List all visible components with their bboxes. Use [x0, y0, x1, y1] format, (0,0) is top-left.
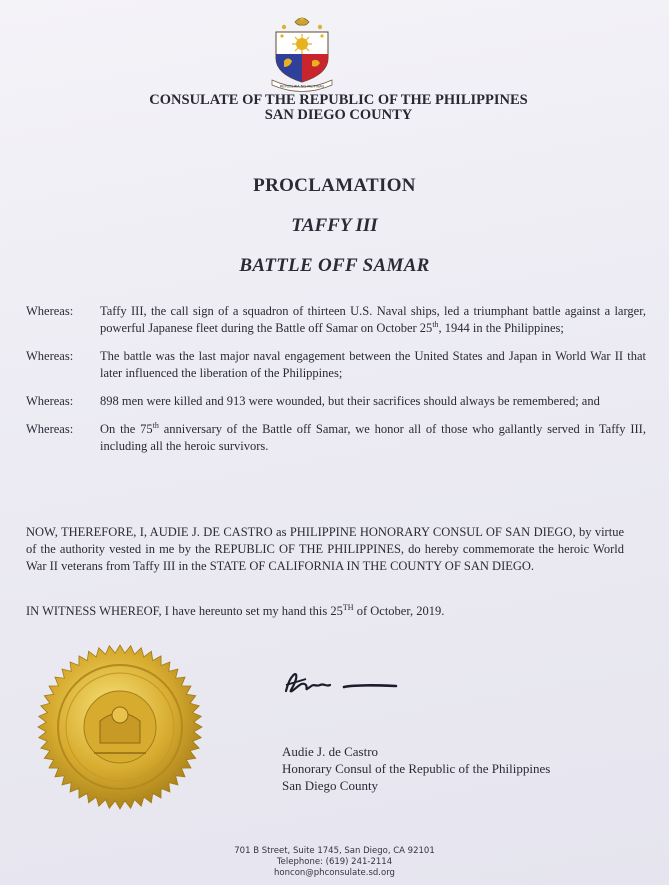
whereas-text: Taffy III, the call sign of a squadron of thirteen U.S. Naval ships, led a triumphant battle against a larger, powerful Japanese fleet during the Battle off Samar on October 25th, 1944 in the Philippines;: [100, 304, 646, 335]
whereas-label: Whereas:: [26, 304, 74, 318]
footer-phone: Telephone: (619) 241-2114: [276, 857, 393, 867]
whereas-clauses: [26, 303, 646, 466]
title-proclamation: PROCLAMATION: [253, 175, 416, 196]
whereas-label: Whereas:: [26, 422, 74, 436]
signer-county: San Diego County: [282, 778, 379, 793]
signer-title: Honorary Consul of the Republic of the Philippines: [282, 761, 551, 776]
consulate-line-2: SAN DIEGO COUNTY: [264, 107, 413, 123]
signer-name: Audie J. de Castro: [282, 744, 379, 759]
footer-email: honcon@phconsulate.sd.org: [274, 868, 395, 878]
whereas-clause: [26, 348, 646, 382]
signer-block: [282, 743, 550, 794]
whereas-text: On the 75th anniversary of the Battle off Samar, we honor all of those who gallantly served in Taffy III, including all the heroic survivors.: [100, 420, 646, 453]
footer-address: 701 B Street, Suite 1745, San Diego, CA 92101: [234, 846, 435, 856]
title-taffy-iii: TAFFY III: [291, 215, 378, 236]
title-battle-off-samar: BATTLE OFF SAMAR: [239, 255, 430, 276]
witness-paragraph: IN WITNESS WHEREOF, I have hereunto set my hand this 25TH of October, 2019.: [26, 602, 445, 618]
whereas-clause: [26, 303, 646, 337]
whereas-text: 898 men were killed and 913 were wounded, but their sacrifices should always be remembered; and: [100, 394, 600, 408]
whereas-clause: [26, 421, 646, 455]
whereas-label: Whereas:: [26, 349, 74, 363]
handwritten-signature: [280, 665, 410, 705]
philippines-coat-of-arms-emblem: [268, 14, 336, 92]
emblem-banner-text: REPUBLIKA NG PILIPINAS: [279, 84, 325, 89]
footer-contact: [0, 846, 669, 879]
consulate-line-1: CONSULATE OF THE REPUBLIC OF THE PHILIPPINES: [149, 92, 528, 108]
whereas-clause: [26, 393, 646, 410]
now-therefore-paragraph: NOW, THEREFORE, I, AUDIE J. DE CASTRO as PHILIPPINE HONORARY CONSUL OF SAN DIEGO, by virtue of the authority vested in me by the REPUBLIC OF THE PHILIPPINES, do hereby commemorate the heroic World War II veterans from Taffy III in the STATE OF CALIFORNIA IN THE COUNTY OF SAN DIEGO.: [26, 525, 624, 573]
whereas-label: Whereas:: [26, 394, 74, 408]
consulate-heading: [0, 93, 669, 123]
whereas-text: The battle was the last major naval engagement between the United States and Japan in World War II that later influenced the liberation of the Philippines;: [100, 349, 646, 380]
gold-foil-seal: [36, 643, 204, 811]
